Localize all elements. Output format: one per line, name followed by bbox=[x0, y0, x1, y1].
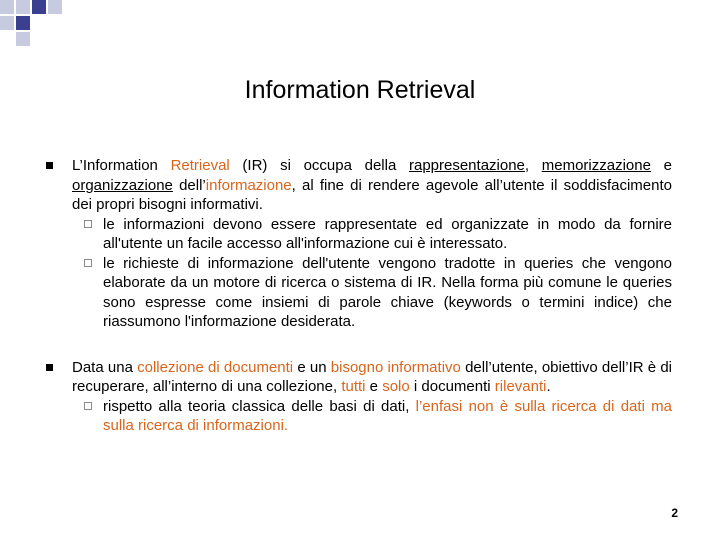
highlighted-term: solo bbox=[382, 378, 410, 395]
text-run: e un bbox=[293, 358, 331, 376]
text-run: Data una bbox=[72, 358, 138, 376]
highlighted-term: collezione di documenti bbox=[137, 358, 294, 376]
bullet-1-text bbox=[72, 156, 672, 215]
bullet-1 bbox=[44, 156, 672, 332]
hollow-square-bullet-icon bbox=[84, 220, 92, 228]
text-run: , al fine di rendere agevole all’utente il soddisfacimento dei propri bisogni informativi. bbox=[72, 176, 673, 213]
hollow-square-bullet-icon bbox=[84, 259, 92, 267]
sub-bullet-1 bbox=[84, 397, 672, 436]
square-bullet-icon bbox=[46, 162, 53, 169]
sub-bullet-text bbox=[103, 397, 672, 436]
highlighted-term: tutti bbox=[341, 378, 366, 395]
underlined-term: rappresentazione bbox=[408, 157, 525, 174]
highlighted-term: Retrieval bbox=[170, 157, 230, 174]
highlighted-term: informazione bbox=[205, 176, 292, 194]
highlighted-term: rilevanti bbox=[494, 378, 547, 395]
bullet-2-text bbox=[72, 358, 672, 397]
text-run: L’Information bbox=[72, 157, 171, 174]
hollow-square-bullet-icon bbox=[84, 402, 92, 410]
sub-bullet-1 bbox=[84, 215, 672, 254]
underlined-term: organizzazione bbox=[72, 176, 173, 194]
text-run: dell’utente, obiettivo dell’IR è di recuperare, all’interno di una collezione, bbox=[72, 358, 673, 395]
sub-bullet-text: le informazioni devono essere rappresentate ed organizzate in modo da fornire all'utente un facile accesso all'informazione cui è interessato. bbox=[103, 215, 672, 252]
text-run: . bbox=[546, 378, 551, 395]
underlined-term: memorizzazione bbox=[541, 157, 651, 174]
page-number: 2 bbox=[671, 506, 678, 520]
text-run: rispetto alla teoria classica delle basi di dati, bbox=[103, 397, 416, 415]
corner-decoration bbox=[0, 0, 80, 50]
sub-bullet-text: le richieste di informazione dell'utente vengono tradotte in queries che vengono elaborate da un motore di ricerca o sistema di IR. Nella forma più comune le queries sono espresse come insiemi di parole chiave (keywords o termini indice) che riassumono l'informazione desiderata. bbox=[103, 254, 672, 330]
text-run: e bbox=[650, 157, 672, 174]
text-run: (IR) si occupa della bbox=[229, 157, 409, 174]
square-bullet-icon bbox=[46, 364, 53, 371]
text-run: dell’ bbox=[172, 176, 206, 194]
highlighted-term: l’enfasi non è sulla ricerca di dati ma sulla ricerca di informazioni. bbox=[103, 397, 672, 434]
text-run: e bbox=[365, 378, 383, 395]
slide-title: Information Retrieval bbox=[244, 76, 476, 104]
sub-bullet-2 bbox=[84, 254, 672, 332]
text-run: i documenti bbox=[409, 378, 495, 395]
slide-content bbox=[44, 156, 672, 436]
text-run: , bbox=[524, 157, 542, 174]
highlighted-term: bisogno informativo bbox=[330, 358, 461, 376]
bullet-2 bbox=[44, 358, 672, 436]
